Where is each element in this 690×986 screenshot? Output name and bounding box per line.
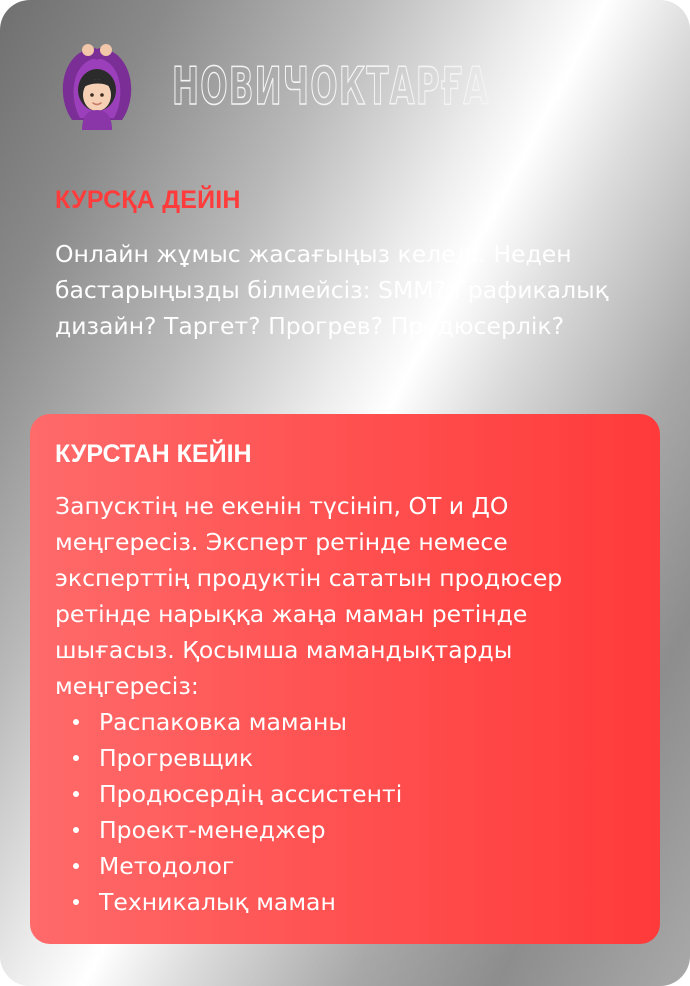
profession-list	[55, 704, 402, 920]
list-item: Распаковка маманы	[55, 704, 402, 740]
list-item: Техникалық маман	[55, 884, 402, 920]
brand-title: НОВИЧОКТАРҒА	[172, 57, 490, 117]
before-course-heading: КУРСҚА ДЕЙІН	[55, 186, 241, 214]
list-item: Продюсердің ассистенті	[55, 776, 402, 812]
list-item: Проект-менеджер	[55, 812, 402, 848]
after-course-heading: КУРСТАН КЕЙІН	[55, 440, 252, 468]
list-item: Методолог	[55, 848, 402, 884]
before-course-text: Онлайн жұмыс жасағыңыз келеді. Неден бастарыңызды білмейсіз: SMM? Графикалық дизайн? Таргет? Прогрев? Продюсерлік?	[55, 240, 609, 340]
after-course-text: Запусктің не екенін түсініп, ОТ и ДО меңгересіз. Эксперт ретінде немесе эксперттің продуктін сататын продюсер ретінде нарыққа жаңа маман ретінде шығасыз. Қосымша мамандықтарды меңгересіз:	[55, 492, 563, 700]
after-course-panel	[30, 414, 660, 944]
list-item: Прогревщик	[55, 740, 402, 776]
person-gesturing-ok-icon	[52, 40, 142, 130]
